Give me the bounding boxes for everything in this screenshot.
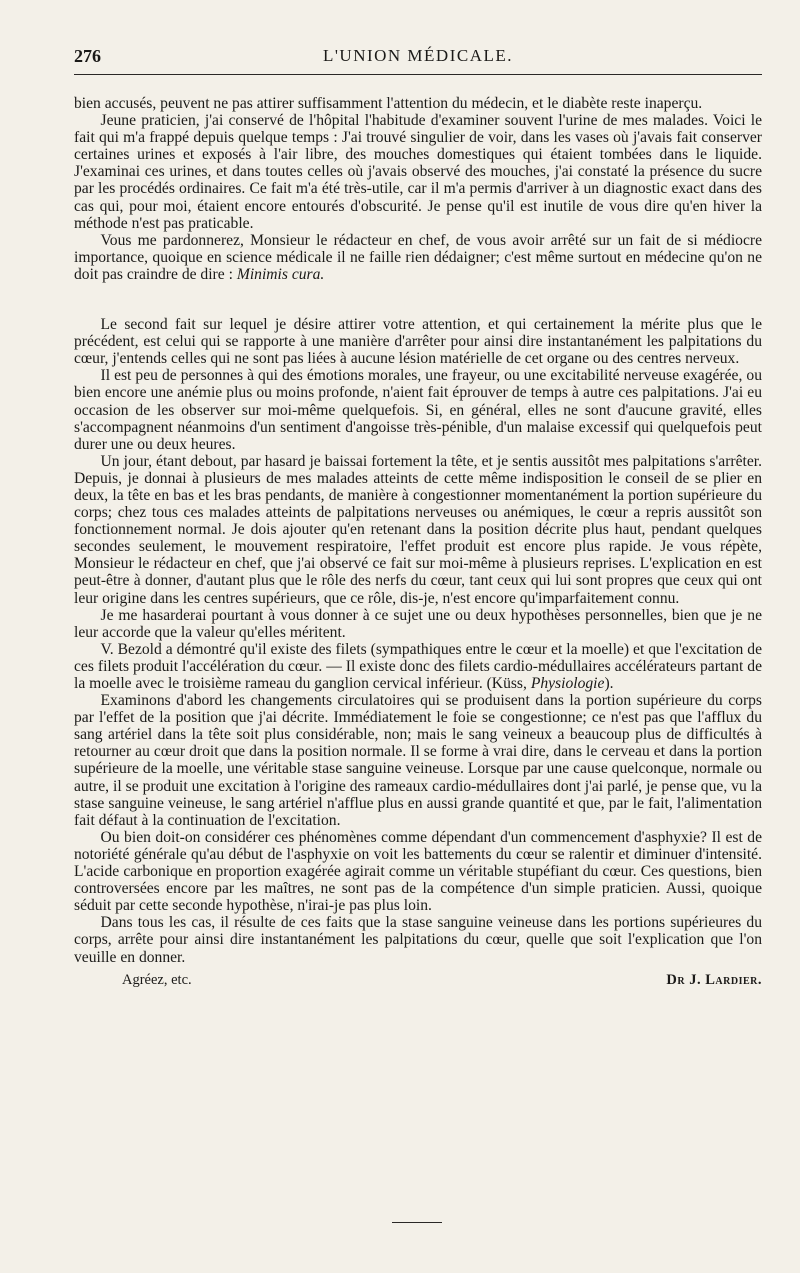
signoff (74, 972, 762, 990)
paragraph: Jeune praticien, j'ai conservé de l'hôpital l'habitude d'examiner souvent l'urine de mes malades. Voici le fait qui m'a frappé depuis quelque temps : J'ai trouvé singulier de voir, dans les vases où j'avais fait conserver certaines urines et exposés à l'air libre, des mouches domestiques qui étaient tombées dans le liquide. J'examinai ces urines, et dans toutes celles où j'avais observé des mouches, j'ai constaté la présence du sucre par les procédés ordinaires. Ce fait m'a été très-utile, car il m'a permis d'arriver à un diagnostic exact dans des cas qui, pour moi, étaient encore entourés d'obscurité. Je pense qu'il est inutile de vous dire qu'en hiver la méthode n'est pas praticable. (74, 112, 762, 232)
paragraph-text: V. Bezold a démontré qu'il existe des filets (sympathiques entre le cœur et la moelle) et que l'excitation de ces filets produit l'accélération du cœur. — Il existe donc des filets cardio-médullaires accélérateurs partant de la moelle avec le troisième rameau du ganglion cervical inférieur. (Küss, (74, 640, 762, 692)
paragraph: Dans tous les cas, il résulte de ces faits que la stase sanguine veineuse dans les portions supérieures du corps, arrête pour ainsi dire instantanément les palpitations du cœur, quelle que soit l'explication que l'on veuille en donner. (74, 914, 762, 966)
paragraph: Le second fait sur lequel je désire attirer votre attention, et qui certainement la mérite plus que le précédent, est celui qui se rapporte à une manière d'arrêter pour ainsi dire instantanément les palpitations du cœur, j'entends celles qui ne sont pas liées à aucune lésion matérielle de cet organe ou des centres nerveux. (74, 316, 762, 368)
paragraph: Il est peu de personnes à qui des émotions morales, une frayeur, ou une excitabilité nerveuse exagérée, ou bien encore une anémie plus ou moins profonde, n'aient fait éprouver de temps à autre ces palpitations. J'ai eu occasion de les observer sur moi-même quelquefois. Si, en général, elles ne sont d'aucune gravité, elles s'accompagnent néanmoins d'un sentiment d'angoisse très-pénible, d'un malaise excessif qui quelquefois peut durer une ou deux heures. (74, 367, 762, 453)
paragraph-text-end: ). (604, 675, 614, 692)
paragraph-text: Vous me pardonnerez, Monsieur le rédacteur en chef, de vous avoir arrêté sur un fait de si médiocre importance, quoique en science médicale il ne faille rien dédaigner; c'est même surtout en médecine qu'on ne doit pas craindre de dire : (74, 231, 762, 283)
paragraph: bien accusés, peuvent ne pas attirer suffisamment l'attention du médecin, et le diabète reste inaperçu. (74, 95, 703, 112)
paragraph: Je me hasarderai pourtant à vous donner à ce sujet une ou deux hypothèses personnelles, bien que je ne leur accorde que la valeur qu'elles méritent. (74, 606, 762, 641)
paragraph: Un jour, étant debout, par hasard je baissai fortement la tête, et je sentis aussitôt mes palpitations s'arrêter. Depuis, je donnai à plusieurs de mes malades atteints de cette même indisposition le conseil de se plier en deux, la tête en bas et les bras pendants, de manière à congestionner momentanément la portion supérieure du corps; chez tous ces malades atteints de palpitations nerveuses ou anémiques, le cœur a repris aussitôt son fonctionnement normal. Je dois ajouter qu'en retenant dans la position décrite plus haut, pendant quelques secondes seulement, le mouvement respiratoire, l'effet produit est encore plus rapide. Je vous répète, Monsieur le rédacteur en chef, que j'ai observé ce fait sur moi-même à plusieurs reprises. L'explication en est peut-être à donner, d'autant plus que le rôle des nerfs du cœur, tant ceux qui lui sont propres que ceux qui ont leur origine dans les centres supérieurs, que ce rôle, dis-je, n'est encore qu'imparfaitement connu. (74, 452, 762, 607)
article-body (74, 95, 762, 966)
paragraph: Examinons d'abord les changements circulatoires qui se produisent dans la portion supérieure du corps par l'effet de la position que j'ai décrite. Immédiatement le foie se congestionne; ce n'est pas que l'afflux du sang artériel dans la tête soit plus considérable, non; mais le sang veineux a beaucoup plus de difficultés à retourner au cœur droit que dans la position normale. Il se forme à vrai dire, dans le cerveau et dans la portion supérieure de la moelle, une véritable stase sanguine veineuse. Lorsque par une cause quelconque, normale ou autre, il se produit une excitation à l'origine des rameaux cardio-médullaires dont j'ai parlé, je pense que, vu la stase sanguine veineuse, le sang artériel n'afflue plus en aussi grande quantité et que, par le fait, l'alimentation fait défaut à la continuation de l'excitation. (74, 692, 762, 829)
paragraph (74, 641, 762, 692)
paragraph (74, 232, 762, 283)
journal-title: L'UNION MÉDICALE. (322, 46, 514, 65)
closing-salutation: Agréez, etc. (122, 971, 192, 988)
paragraph: Ou bien doit-on considérer ces phénomènes comme dépendant d'un commencement d'asphyxie? Il est de notoriété générale qu'au début de l'asphyxie on voit les battements du cœur se ralentir et diminuer d'intensité. L'acide carbonique en proportion exagérée agirait comme un véritable stupéfiant du cœur. Ces questions, bien controversées encore par les maîtres, ne sont pas de la compétence d'un simple praticien. Aussi, quoique séduit par cette seconde hypothèse, n'irai-je pas plus loin. (74, 828, 762, 915)
section-gap (74, 283, 762, 316)
end-rule (392, 1222, 442, 1223)
running-head (74, 44, 762, 75)
page-number: 276 (74, 46, 101, 66)
author-signature: Dr J. Lardier. (666, 971, 762, 988)
citation-title: Physiologie (530, 675, 605, 692)
latin-phrase: Minimis cura. (236, 265, 325, 283)
